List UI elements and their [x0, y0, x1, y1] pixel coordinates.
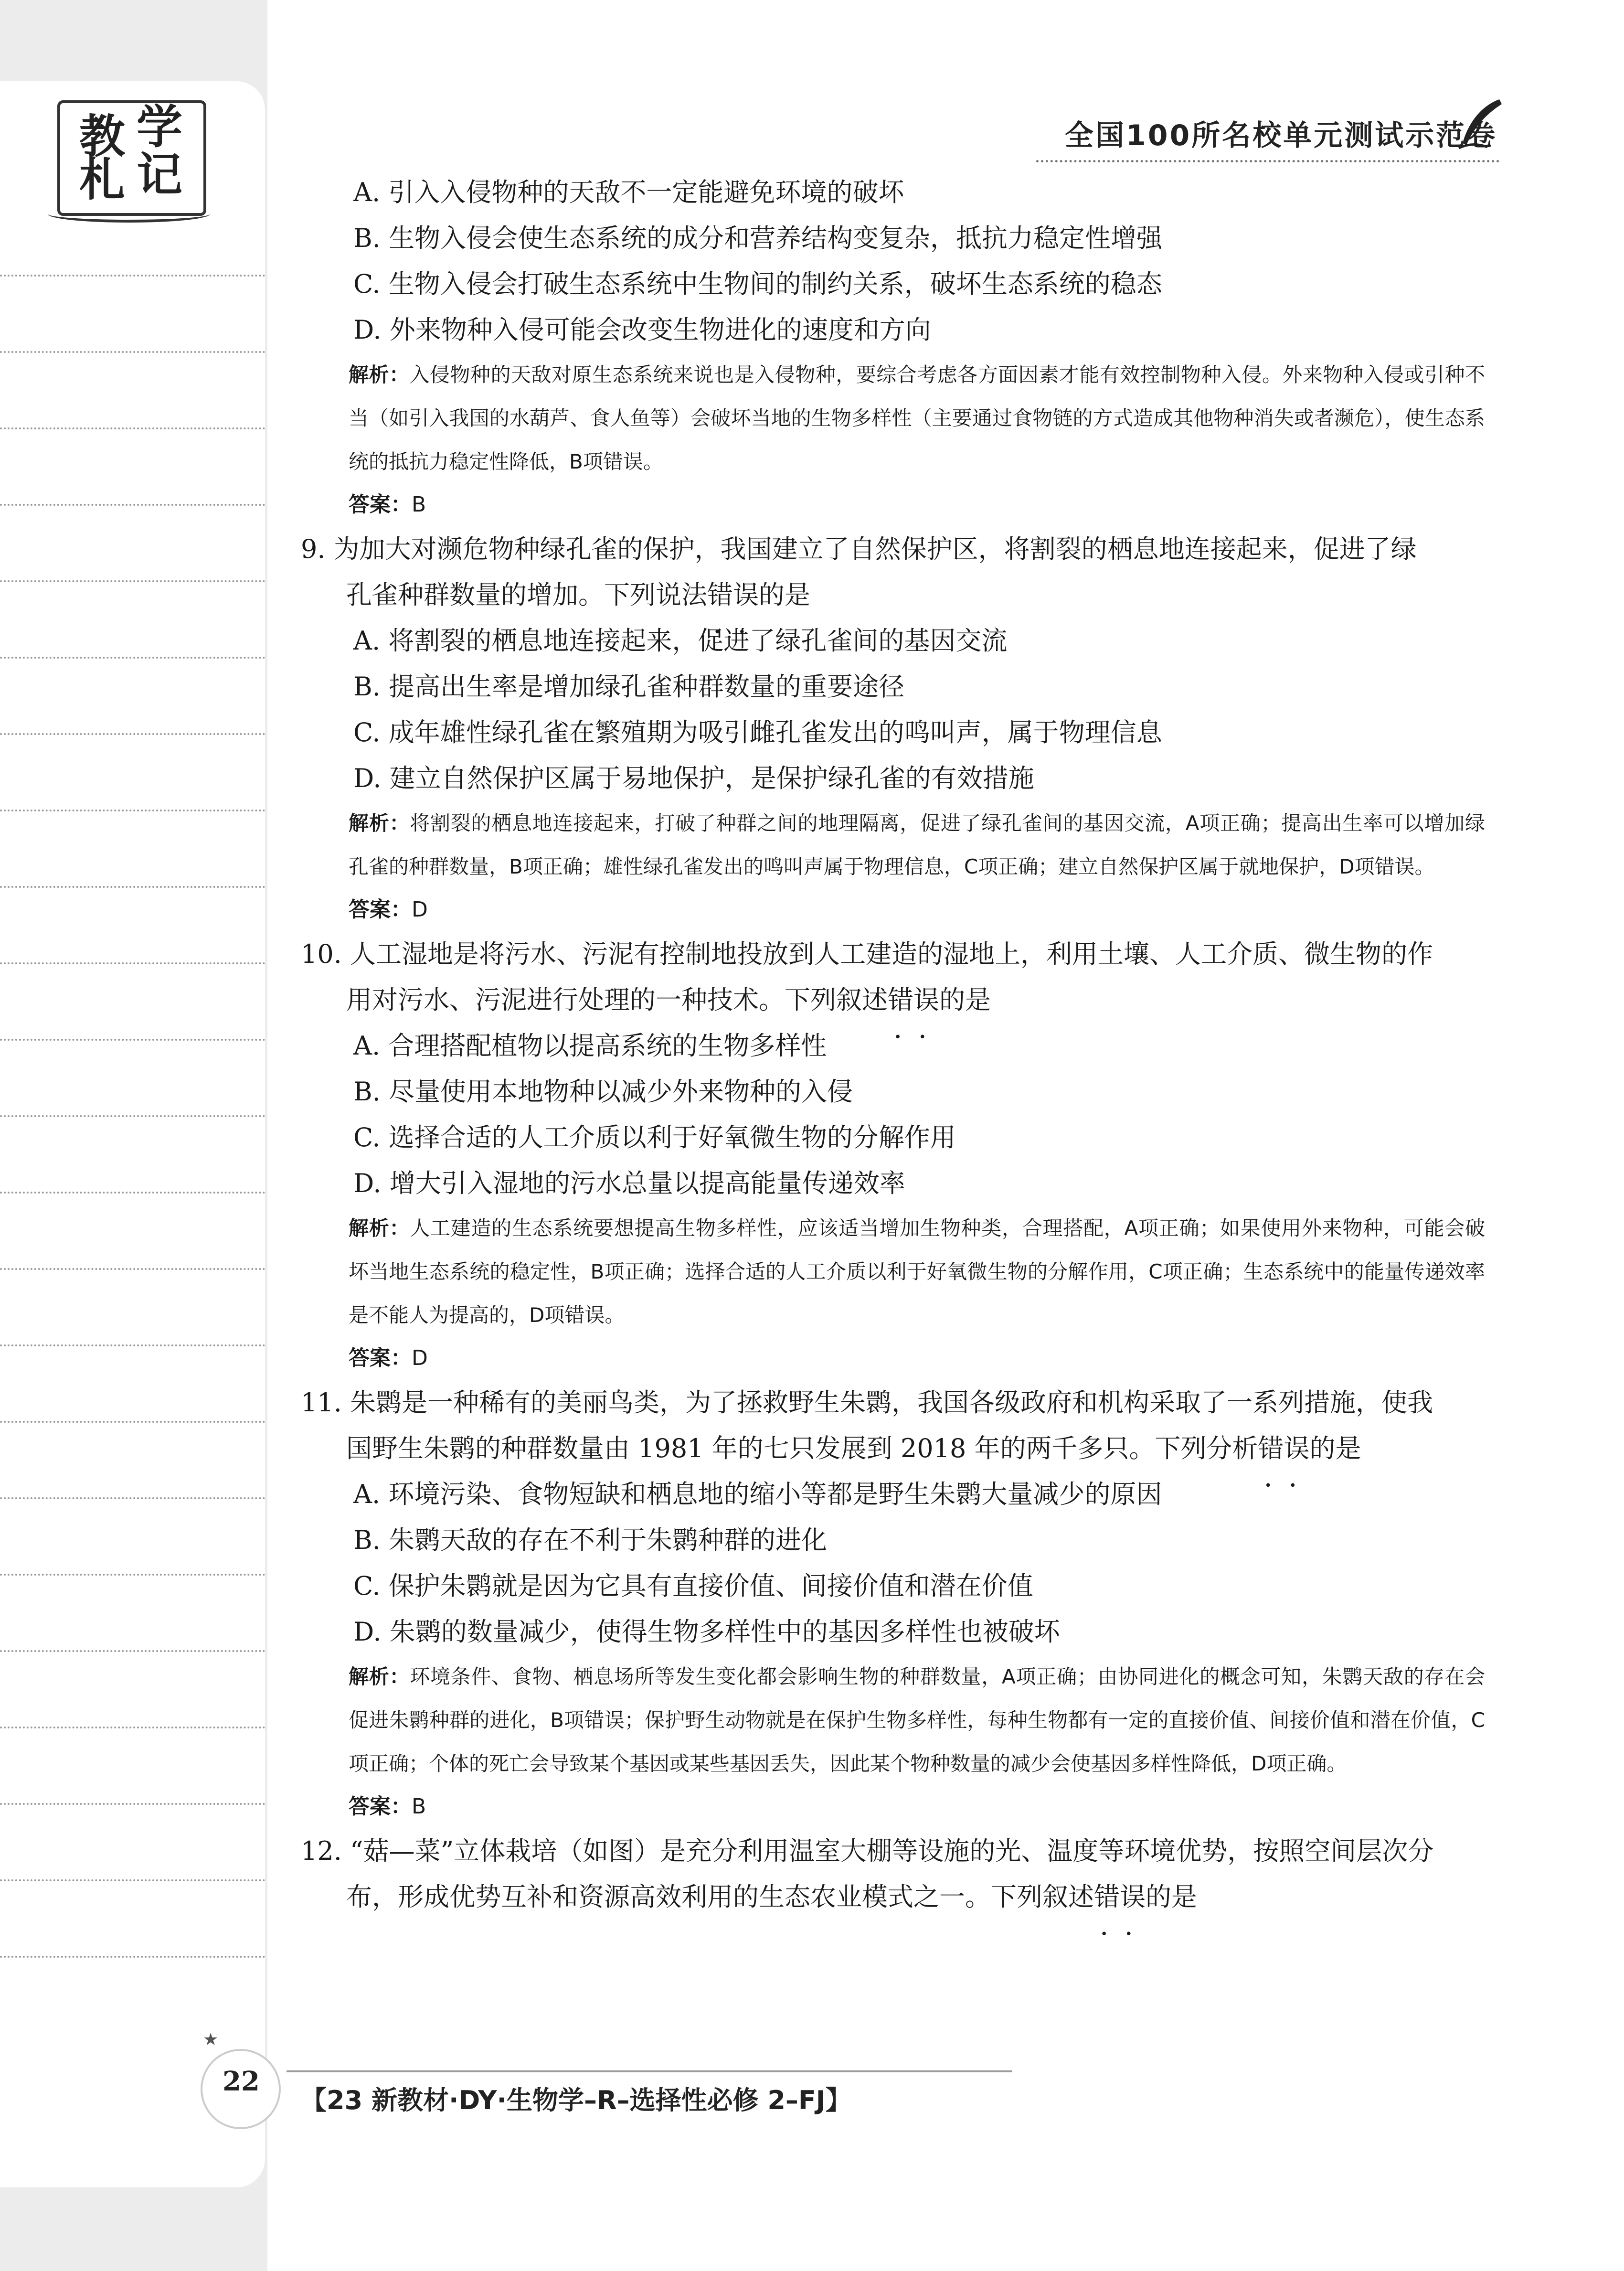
- stem-tail: 的是: [1146, 1882, 1197, 1912]
- emphasis-mark: 错误 • •: [1258, 1433, 1310, 1463]
- analysis: [301, 1655, 1485, 1785]
- analysis-label: 解析：: [349, 1216, 410, 1240]
- answer: [301, 1785, 1485, 1828]
- book-code: 【23 新教材·DY·生物学–R–选择性必修 2–FJ】: [301, 2085, 851, 2115]
- stem-text: 用对污水、污泥进行处理的一种技术。下列叙述: [346, 985, 888, 1015]
- emphasis-mark: 错误 • •: [888, 985, 939, 1015]
- stem-tail: 的是: [759, 580, 810, 610]
- note-line: [0, 1727, 265, 1728]
- analysis-label: 解析：: [349, 811, 410, 835]
- note-line: [0, 1344, 265, 1346]
- question-block: [301, 1380, 1485, 1828]
- logo-char: 学: [137, 100, 182, 154]
- analysis: [301, 353, 1485, 483]
- question-block: [301, 931, 1485, 1380]
- analysis: [301, 801, 1485, 888]
- answer-label: 答案：: [349, 492, 412, 517]
- note-line: [0, 351, 265, 353]
- analysis-label: 解析：: [349, 1665, 410, 1688]
- answer-value: B: [412, 492, 426, 517]
- question-stem-cont: [301, 977, 1485, 1023]
- emphasis-mark: 错误 • •: [707, 580, 759, 610]
- note-line: [0, 733, 265, 735]
- emphasis-mark: 错误 • •: [1094, 1882, 1146, 1912]
- book-icon: [48, 205, 210, 223]
- option: C. 成年雄性绿孔雀在繁殖期为吸引雌孔雀发出的鸣叫声，属于物理信息: [353, 717, 1162, 747]
- option: D. 增大引入湿地的污水总量以提高能量传递效率: [353, 1168, 905, 1198]
- option: C. 生物入侵会打破生态系统中生物间的制约关系，破坏生态系统的稳态: [353, 269, 1162, 299]
- note-line: [0, 427, 265, 429]
- note-line: [0, 1650, 265, 1652]
- series-title: 全国100所名校单元测试示范卷: [1065, 119, 1497, 152]
- option: D. 建立自然保护区属于易地保护，是保护绿孔雀的有效措施: [353, 763, 1034, 793]
- note-line: [0, 1956, 265, 1958]
- page-number: 22: [223, 2066, 260, 2097]
- note-line: [0, 1497, 265, 1499]
- option: B. 生物入侵会使生态系统的成分和营养结构变复杂，抵抗力稳定性增强: [353, 223, 1163, 253]
- answer-value: D: [412, 897, 428, 922]
- option: A. 将割裂的栖息地连接起来，促进了绿孔雀间的基因交流: [353, 626, 1008, 656]
- stem-text: 布，形成优势互补和资源高效利用的生态农业模式之一。下列叙述: [346, 1882, 1094, 1912]
- answer-label: 答案：: [349, 1794, 412, 1819]
- note-line: [0, 275, 265, 277]
- question-stem: 12. “菇—菜”立体栽培（如图）是充分利用温室大棚等设施的光、温度等环境优势，按照空间层次分: [301, 1836, 1434, 1866]
- question-content: [301, 170, 1485, 1920]
- analysis-text: 环境条件、食物、栖息场所等发生变化都会影响生物的种群数量，A项正确；由协同进化的概念可知，朱鹮天敌的存在会促进朱鹮种群的进化，B项错误；保护野生动物就是在保护生物多样性，每种生物都有一定的直接价值、间接价值和潜在价值，C项正确；个体的死亡会导致某个基因或某些基因丢失，因此某个物种数量的减少会使基因多样性降低，D项正确。: [349, 1665, 1485, 1775]
- note-line: [0, 962, 265, 964]
- question-stem-cont: [301, 572, 1485, 618]
- note-line: [0, 1115, 265, 1117]
- option: C. 保护朱鹮就是因为它具有直接价值、间接价值和潜在价值: [353, 1571, 1033, 1601]
- logo-char: 记: [137, 148, 182, 202]
- analysis-text: 将割裂的栖息地连接起来，打破了种群之间的地理隔离，促进了绿孔雀间的基因交流，A项正确；提高出生率可以增加绿孔雀的种群数量，B项正确；雄性绿孔雀发出的鸣叫声属于物理信息，C项正确；建立自然保护区属于就地保护，D项错误。: [349, 811, 1485, 878]
- logo-char: 教: [79, 109, 125, 163]
- answer: [301, 483, 1485, 526]
- analysis-label: 解析：: [349, 363, 410, 386]
- note-line: [0, 886, 265, 888]
- notes-panel: [0, 81, 265, 2187]
- question-stem-cont: [301, 1426, 1485, 1471]
- option: B. 提高出生率是增加绿孔雀种群数量的重要途径: [353, 672, 905, 702]
- note-line: [0, 1039, 265, 1041]
- option: B. 尽量使用本地物种以减少外来物种的入侵: [353, 1077, 853, 1107]
- stem-tail: 的是: [939, 985, 991, 1015]
- note-line: [0, 504, 265, 506]
- teaching-notes-logo: [57, 100, 206, 216]
- analysis: [301, 1206, 1485, 1337]
- note-line: [0, 810, 265, 811]
- question-stem: 10. 人工湿地是将污水、污泥有控制地投放到人工建造的湿地上，利用土壤、人工介质、微生物的作: [301, 939, 1433, 969]
- question-block: [301, 1828, 1485, 1920]
- note-line: [0, 1268, 265, 1270]
- note-line: [0, 1879, 265, 1881]
- note-line: [0, 1421, 265, 1423]
- answer-label: 答案：: [349, 897, 412, 922]
- analysis-text: 人工建造的生态系统要想提高生物多样性，应该适当增加生物种类，合理搭配，A项正确；如果使用外来物种，可能会破坏当地生态系统的稳定性，B项正确；选择合适的人工介质以利于好氧微生物的分解作用，C项正确；生态系统中的能量传递效率是不能人为提高的，D项错误。: [349, 1216, 1485, 1327]
- note-line: [0, 1192, 265, 1194]
- option: C. 选择合适的人工介质以利于好氧微生物的分解作用: [353, 1122, 956, 1152]
- answer-value: D: [412, 1346, 428, 1370]
- answer-label: 答案：: [349, 1346, 412, 1370]
- option: A. 环境污染、食物短缺和栖息地的缩小等都是野生朱鹮大量减少的原因: [353, 1479, 1162, 1509]
- question-block: [301, 526, 1485, 931]
- stem-text: 孔雀种群数量的增加。下列说法: [346, 580, 707, 610]
- stem-text: 国野生朱鹮的种群数量由 1981 年的七只发展到 2018 年的两千多只。下列分析: [346, 1433, 1258, 1463]
- option: D. 外来物种入侵可能会改变生物进化的速度和方向: [353, 315, 931, 345]
- star-icon: ★: [203, 2030, 219, 2049]
- option: D. 朱鹮的数量减少，使得生物多样性中的基因多样性也被破坏: [353, 1617, 1060, 1647]
- note-line: [0, 1574, 265, 1576]
- answer: [301, 1337, 1485, 1380]
- question-stem: 11. 朱鹮是一种稀有的美丽鸟类，为了拯救野生朱鹮，我国各级政府和机构采取了一系列措施，使我: [301, 1387, 1433, 1418]
- note-line: [0, 1803, 265, 1805]
- question-stem-cont: [301, 1874, 1485, 1920]
- option: A. 合理搭配植物以提高系统的生物多样性: [353, 1031, 827, 1061]
- option: B. 朱鹮天敌的存在不利于朱鹮种群的进化: [353, 1525, 828, 1555]
- answer: [301, 888, 1485, 931]
- logo-char: 札: [79, 152, 125, 206]
- note-line: [0, 580, 265, 582]
- stem-tail: 的是: [1309, 1433, 1361, 1463]
- option: A. 引入入侵物种的天敌不一定能避免环境的破坏: [353, 177, 904, 207]
- note-line: [0, 657, 265, 659]
- question-block: [301, 170, 1485, 526]
- answer-value: B: [412, 1794, 426, 1819]
- quill-pen-icon: [1454, 96, 1507, 153]
- analysis-text: 入侵物种的天敌对原生态系统来说也是入侵物种，要综合考虑各方面因素才能有效控制物种入侵。外来物种入侵或引种不当（如引入我国的水葫芦、食人鱼等）会破坏当地的生物多样性（主要通过食物链的方式造成其他物种消失或者濒危），使生态系统的抵抗力稳定性降低，B项错误。: [349, 363, 1485, 473]
- footer-rule: [287, 2070, 1012, 2072]
- question-stem: 9. 为加大对濒危物种绿孔雀的保护，我国建立了自然保护区，将割裂的栖息地连接起来，促进了绿: [301, 534, 1417, 564]
- header-rule: [1036, 160, 1499, 162]
